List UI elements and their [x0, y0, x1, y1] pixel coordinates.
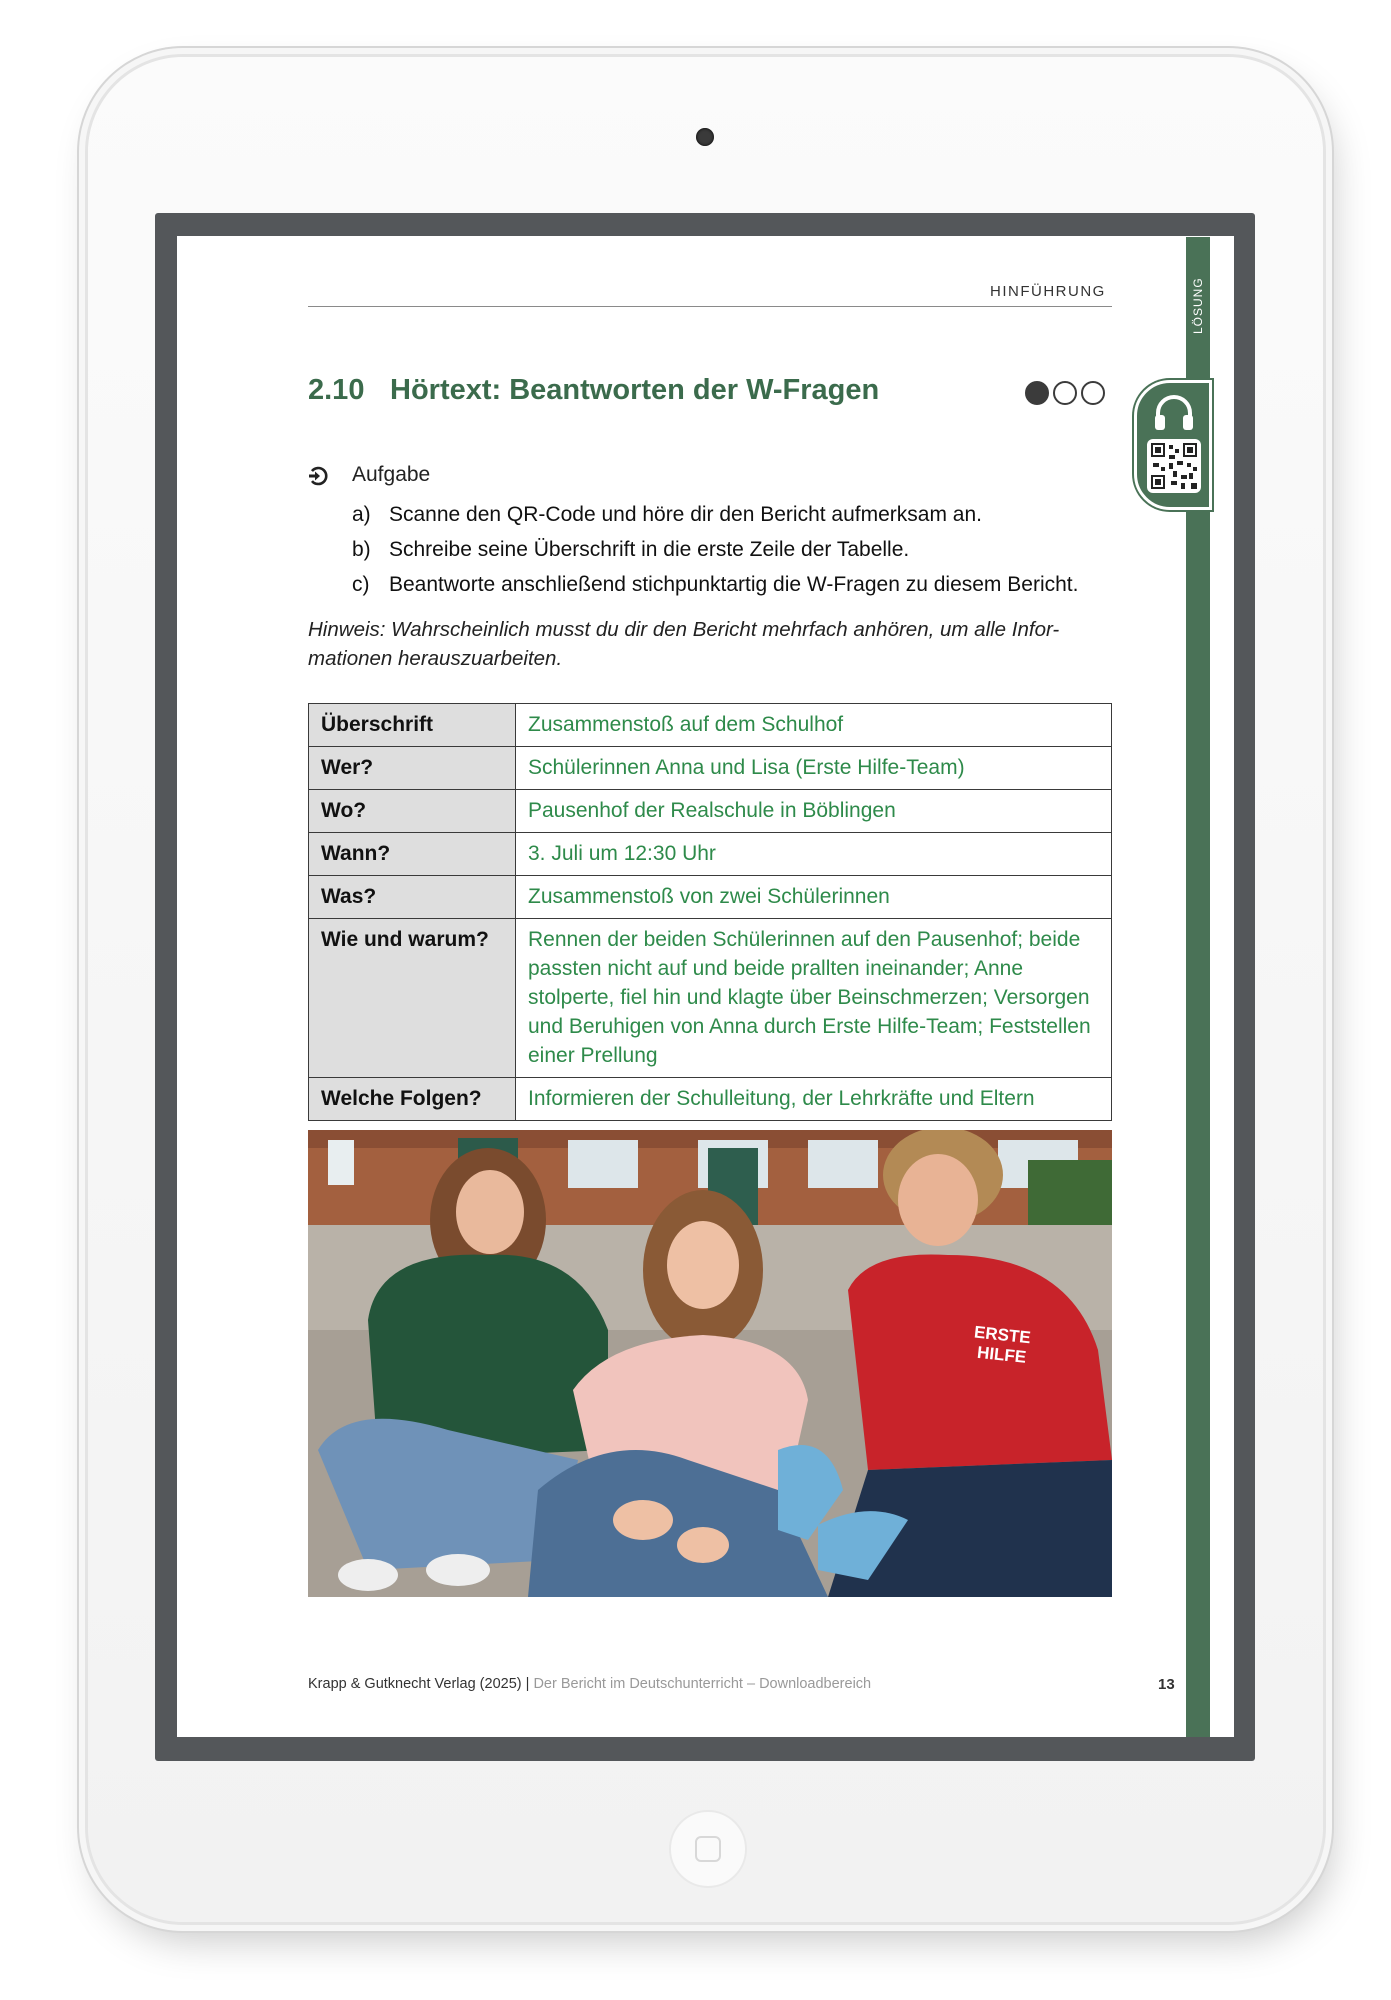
hint-text: Hinweis: Wahrscheinlich musst du dir den Bericht mehrfach anhören, um alle Infor-mationen herauszuarbeiten. — [308, 618, 1060, 670]
task-arrow-icon — [308, 465, 330, 487]
footer-source — [308, 1676, 871, 1692]
row-answer: Zusammenstoß auf dem Schulhof — [516, 704, 1112, 747]
task-item-text: Schreibe seine Überschrift in die erste Zeile der Tabelle. — [389, 538, 910, 561]
home-button[interactable] — [669, 1810, 747, 1888]
table-row — [309, 790, 1112, 833]
row-question: Wo? — [309, 790, 516, 833]
header-divider — [308, 306, 1112, 307]
row-answer: Informieren der Schulleitung, der Lehrkräfte und Eltern — [516, 1078, 1112, 1121]
row-question: Wann? — [309, 833, 516, 876]
page-title: Hörtext: Beantworten der W-Fragen — [390, 374, 880, 406]
task-item-text: Beantworte anschließend stichpunktartig die W-Fragen zu diesem Bericht. — [389, 573, 1079, 596]
row-question: Überschrift — [309, 704, 516, 747]
row-answer: 3. Juli um 12:30 Uhr — [516, 833, 1112, 876]
footer-publisher: Krapp & Gutknecht Verlag (2025) | — [308, 1676, 534, 1692]
svg-text:HILFE: HILFE — [976, 1342, 1028, 1367]
exercise-number: 2.10 — [308, 374, 365, 406]
page-number: 13 — [1158, 1676, 1175, 1693]
task-item-label: b) — [352, 538, 371, 561]
w-questions-table — [308, 703, 1112, 1121]
qr-code-icon[interactable] — [1147, 439, 1201, 493]
row-answer: Zusammenstoß von zwei Schülerinnen — [516, 876, 1112, 919]
footer-book: Der Bericht im Deutschunterricht – Downloadbereich — [533, 1676, 872, 1692]
task-item-label: a) — [352, 503, 371, 526]
svg-text:ERSTE: ERSTE — [973, 1322, 1032, 1348]
camera-icon — [696, 128, 714, 146]
row-question: Was? — [309, 876, 516, 919]
difficulty-dots — [1025, 381, 1105, 405]
difficulty-dot-empty — [1053, 381, 1077, 405]
row-question: Welche Folgen? — [309, 1078, 516, 1121]
table-row — [309, 876, 1112, 919]
row-answer: Rennen der beiden Schülerinnen auf den Pausenhof; beide passten nicht auf und beide prallten ineinander; Anne stolperte, fiel hin und klagte über Beinschmerzen; Versorgen und Beruhigen von Anna durch Erste Hilfe-Team; Feststellen einer Prellung — [516, 919, 1112, 1078]
row-question: Wer? — [309, 747, 516, 790]
difficulty-dot-filled — [1025, 381, 1049, 405]
headphones-icon — [1152, 393, 1196, 433]
task-item-label: c) — [352, 573, 370, 596]
row-answer: Pausenhof der Realschule in Böblingen — [516, 790, 1112, 833]
row-answer: Schülerinnen Anna und Lisa (Erste Hilfe-Team) — [516, 747, 1112, 790]
table-row — [309, 704, 1112, 747]
table-row — [309, 919, 1112, 1078]
solution-label: LÖSUNG — [1191, 277, 1205, 335]
table-row — [309, 833, 1112, 876]
first-aid-photo — [308, 1130, 1112, 1597]
section-header: HINFÜHRUNG — [990, 283, 1106, 300]
table-row — [309, 1078, 1112, 1121]
table-row — [309, 747, 1112, 790]
task-heading: Aufgabe — [352, 463, 431, 486]
task-item-text: Scanne den QR-Code und höre dir den Bericht aufmerksam an. — [389, 503, 982, 526]
audio-qr-tab[interactable] — [1134, 380, 1212, 510]
row-question: Wie und warum? — [309, 919, 516, 1078]
difficulty-dot-empty — [1081, 381, 1105, 405]
